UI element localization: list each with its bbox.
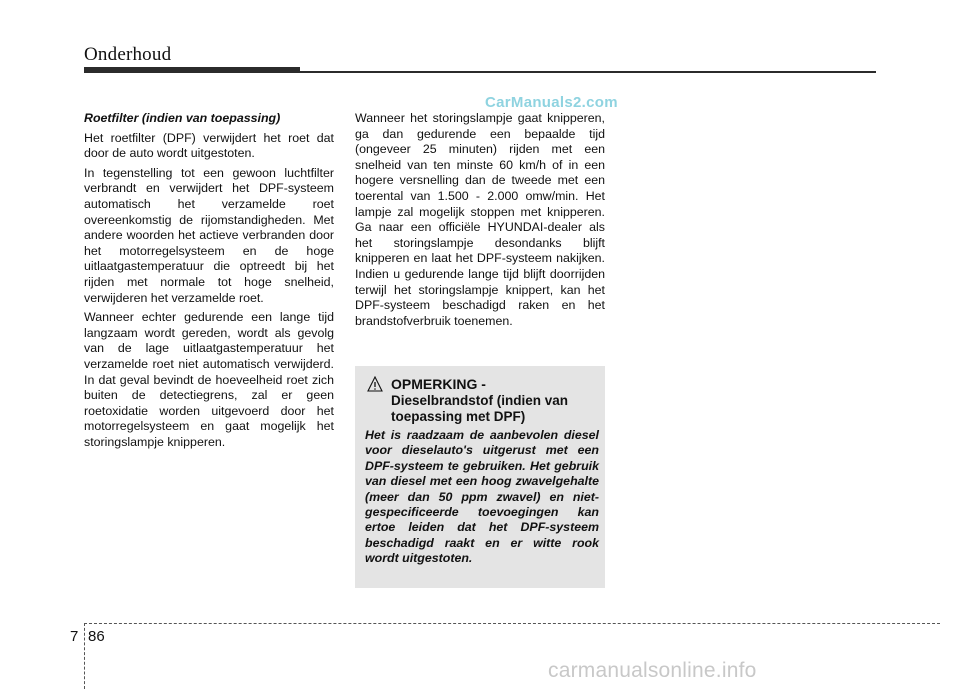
header-rule bbox=[300, 71, 876, 73]
footer-rule bbox=[84, 623, 940, 624]
note-box bbox=[355, 366, 605, 588]
header-bar bbox=[84, 67, 300, 73]
section-title: Onderhoud bbox=[84, 44, 172, 65]
right-column bbox=[355, 111, 605, 333]
warning-triangle-icon bbox=[367, 376, 383, 392]
left-column bbox=[84, 111, 334, 454]
paragraph: In tegenstelling tot een gewoon luchtfilter verbrandt en verwijdert het DPF-systeem automatisch het verzamelde roet overeenkomstig de rijomstandigheden. Met andere woorden het actieve verbranden door het motorregelsysteem en de hoge uitlaatgastemperatuur die optreedt bij het rijden met normale tot hoge snelheid, verwijderen het verzamelde roet. bbox=[84, 165, 334, 305]
note-subtitle: Dieselbrandstof (indien van toepassing met DPF) bbox=[391, 393, 569, 424]
watermark-text[interactable]: CarManuals2.com bbox=[485, 94, 618, 111]
page-number: 86 bbox=[88, 628, 105, 645]
paragraph: Wanneer het storingslampje gaat knipperen, ga dan gedurende een bepaalde tijd (ongeveer 25 minuten) rijden met een snelheid van ten minste 60 km/h of in een hogere versnelling dan de tweede met een toerental van 1.500 - 2.000 omw/min. Het lampje zal mogelijk stoppen met knipperen. Ga naar een officiële HYUNDAI-dealer als het storingslampje desondanks blijft knipperen en laat het DPF-systeem nakijken. Indien u gedurende lange tijd blijft doorrijden terwijl het storingslampje knippert, kan het DPF-systeem beschadigd raken en het brandstofverbruik toenemen. bbox=[355, 111, 605, 328]
footer-site-link[interactable]: carmanualsonline.info bbox=[548, 659, 757, 682]
note-body: Het is raadzaam de aanbevolen diesel voor dieselauto's uitgerust met een DPF-systeem te gebruiken. Het gebruik van diesel met een hoog zwavelgehalte (meer dan 50 ppm zwavel) en niet-gespecificeerde toevoegingen kan ertoe leiden dat het DPF-systeem beschadigd raakt en er witte rook wordt uitgestoten. bbox=[365, 428, 599, 566]
footer-divider bbox=[84, 623, 85, 689]
note-title: OPMERKING - bbox=[391, 376, 486, 392]
paragraph: Wanneer echter gedurende een lange tijd langzaam wordt gereden, wordt als gevolg van de lage uitlaatgastemperatuur het verzamelde roet niet automatisch verwijderd. In dat geval bevindt de hoeveelheid roet zich buiten de detectiegrens, zal er geen roetoxidatie worden uitgevoerd door het motorregelsysteem en gaat mogelijk het storingslampje knipperen. bbox=[84, 310, 334, 449]
subheading: Roetfilter (indien van toepassing) bbox=[84, 111, 281, 125]
chapter-number: 7 bbox=[70, 628, 79, 645]
paragraph: Het roetfilter (DPF) verwijdert het roet dat door de auto wordt uitgestoten. bbox=[84, 130, 334, 161]
